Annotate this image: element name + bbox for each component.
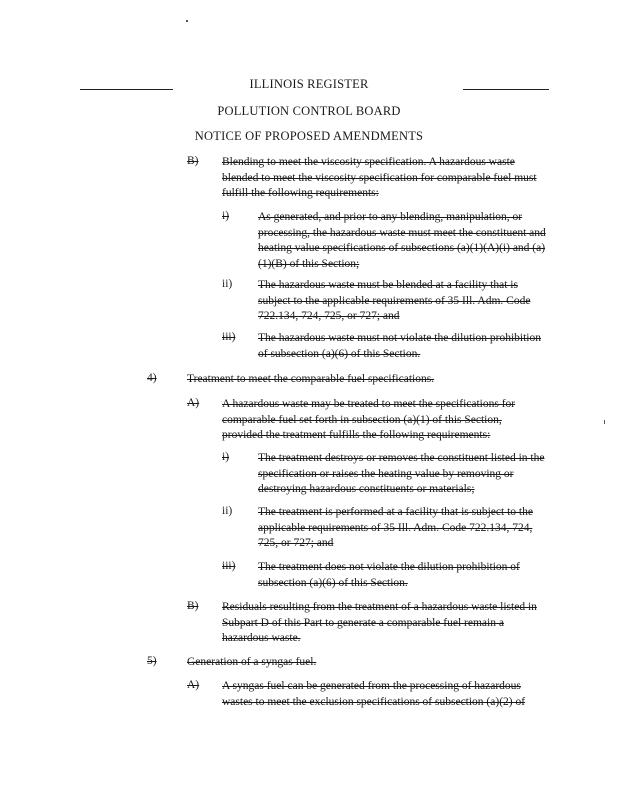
item-text: The treatment destroys or removes the constituent listed in the specification or raises the heating value by removing or destroying hazardous constituents or materials; [258, 452, 545, 495]
item-text: The hazardous waste must not violate the dilution prohibition of subsection (a)(6) of this Section. [258, 332, 541, 360]
item-text: The hazardous waste must be blended at a facility that is subject to the applicable requirements of 35 Ill. Adm. Code 722.134, 724, 725, or 727; and [258, 279, 531, 322]
item-label: B) [187, 155, 199, 167]
item-text: A hazardous waste may be treated to meet the specifications for comparable fuel set forth in subsection (a)(1) of this Section, provided the treatment fulfills the following requirements: [222, 398, 516, 441]
item-label: ii) [222, 278, 233, 290]
item-label: iii) [222, 560, 236, 572]
scan-speck [186, 20, 188, 22]
item-text: Residuals resulting from the treatment of a hazardous waste listed in Subpart D of this Part to generate a comparable fuel remain a hazardous waste. [222, 601, 537, 644]
item-text: As generated, and prior to any blending, manipulation, or processing, the hazardous waste must meet the constituent and heating value specifications of subsections (a)(1)(A)(i) and (a)(1)(B) of this Section; [258, 211, 546, 270]
register-title: ILLINOIS REGISTER [249, 77, 369, 91]
item-text: The treatment does not violate the dilution prohibition of subsection (a)(6) of this Section. [258, 561, 520, 589]
item-text: A syngas fuel can be generated from the processing of hazardous wastes to meet the exclusion specifications of subsection (a)(2) of [222, 680, 526, 708]
scan-speck [604, 420, 605, 424]
item-text: The treatment is performed at a facility that is subject to the applicable requirements of 35 Ill. Adm. Code 722.134, 724, 725, or 727; and [258, 506, 533, 549]
item-label: A) [187, 679, 200, 691]
item-label: i) [222, 210, 230, 222]
item-label: i) [222, 451, 230, 463]
item-label: B) [187, 600, 199, 612]
item-label: iii) [222, 331, 236, 343]
notice-title: NOTICE OF PROPOSED AMENDMENTS [194, 129, 424, 143]
item-label: 5) [147, 655, 157, 667]
item-text: Treatment to meet the comparable fuel specifications. [187, 373, 435, 385]
item-label: 4) [147, 372, 157, 384]
item-label: A) [187, 397, 200, 409]
item-text: Generation of a syngas fuel. [187, 656, 317, 668]
board-title: POLLUTION CONTROL BOARD [217, 104, 401, 118]
item-text: Blending to meet the viscosity specification. A hazardous waste blended to meet the viscosity specification for comparable fuel must fulfill the following requirements: [222, 156, 537, 199]
item-label: ii) [222, 505, 233, 517]
